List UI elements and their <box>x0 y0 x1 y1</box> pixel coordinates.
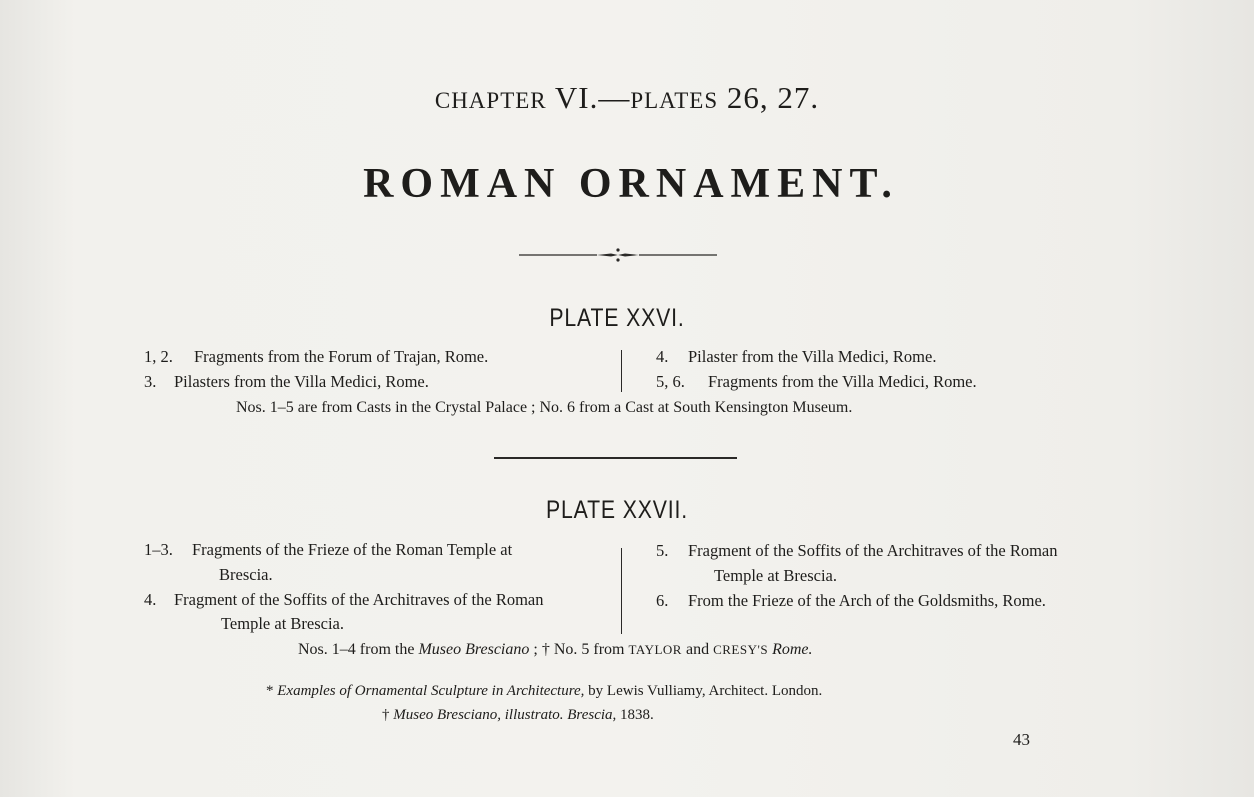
item-number: 1, 2. <box>144 347 173 366</box>
note-cresy: CRESY'S <box>713 642 769 657</box>
column-divider <box>621 350 622 392</box>
plate-27-item-4-cont: Temple at Brescia. <box>221 614 345 633</box>
note-taylor: TAYLOR <box>628 642 682 657</box>
plate-27-heading: PLATE XXVII. <box>545 496 689 524</box>
chapter-word: CHAPTER <box>434 88 547 113</box>
footnote-text: by Lewis Vulliamy, Architect. London. <box>588 683 823 699</box>
plate-27-item-4 <box>144 587 544 613</box>
plate-26-item-4 <box>656 344 936 370</box>
footnote-mark: * <box>266 683 274 699</box>
plate-26-heading: PLATE XXVI. <box>549 304 685 332</box>
footnote-title: Examples of Ornamental Sculpture in Architecture, <box>277 683 585 699</box>
footnote-mark: † <box>382 707 390 723</box>
section-divider <box>494 457 737 459</box>
plate-27-item-6 <box>656 588 1046 614</box>
item-text: Pilaster from the Villa Medici, Rome. <box>688 347 937 366</box>
plate-26-source-note: Nos. 1–5 are from Casts in the Crystal Palace ; No. 6 from a Cast at South Kensington Museum. <box>236 399 853 416</box>
item-text-line1: Fragment of the Soffits of the Architraves of the Roman <box>688 541 1058 560</box>
plates-numbers: 26, 27. <box>726 80 820 115</box>
footnote-title: Museo Bresciano, illustrato. Brescia, <box>393 707 617 723</box>
item-number: 6. <box>656 591 669 610</box>
item-number: 3. <box>144 372 157 391</box>
item-number: 5, 6. <box>656 372 685 391</box>
plates-word: PLATES <box>630 88 719 113</box>
item-number: 4. <box>144 590 157 609</box>
item-text: Fragments from the Forum of Trajan, Rome. <box>194 347 489 366</box>
plate-27-item-1-3-cont: Brescia. <box>219 565 273 584</box>
footnote-1 <box>266 683 822 700</box>
note-prefix: Nos. 1–4 from the <box>298 641 415 658</box>
plate-27-item-5 <box>656 538 1058 564</box>
page-title: ROMAN ORNAMENT. <box>363 161 899 207</box>
column-divider <box>621 548 622 634</box>
plate-27-source-note <box>298 637 813 663</box>
plate-27-item-1-3 <box>144 537 512 563</box>
item-text: Fragments from the Villa Medici, Rome. <box>708 372 977 391</box>
plate-27-item-5-cont: Temple at Brescia. <box>714 566 838 585</box>
item-number: 5. <box>656 541 669 560</box>
plate-26-item-5-6 <box>656 369 977 395</box>
note-and: and <box>685 641 710 658</box>
note-museo: Museo Bresciano <box>418 641 530 658</box>
item-text-line1: Fragments of the Frieze of the Roman Temple at <box>192 540 513 559</box>
ornament-divider <box>519 247 717 263</box>
chapter-heading <box>0 80 1254 116</box>
item-number: 1–3. <box>144 540 173 559</box>
chapter-number: VI.— <box>554 80 631 115</box>
item-text-line1: Fragment of the Soffits of the Architraves of the Roman <box>174 590 544 609</box>
footnote-text: 1838. <box>620 707 654 723</box>
item-number: 4. <box>656 347 669 366</box>
footnote-2 <box>382 707 654 724</box>
plate-26-item-1 <box>144 344 488 370</box>
item-text-line1: From the Frieze of the Arch of the Goldsmiths, Rome. <box>688 591 1046 610</box>
plate-26-item-3 <box>144 369 429 395</box>
note-mid: ; † No. 5 from <box>533 641 625 658</box>
item-text: Pilasters from the Villa Medici, Rome. <box>174 372 429 391</box>
page-number: 43 <box>1013 730 1030 749</box>
note-rome: Rome. <box>772 641 813 658</box>
